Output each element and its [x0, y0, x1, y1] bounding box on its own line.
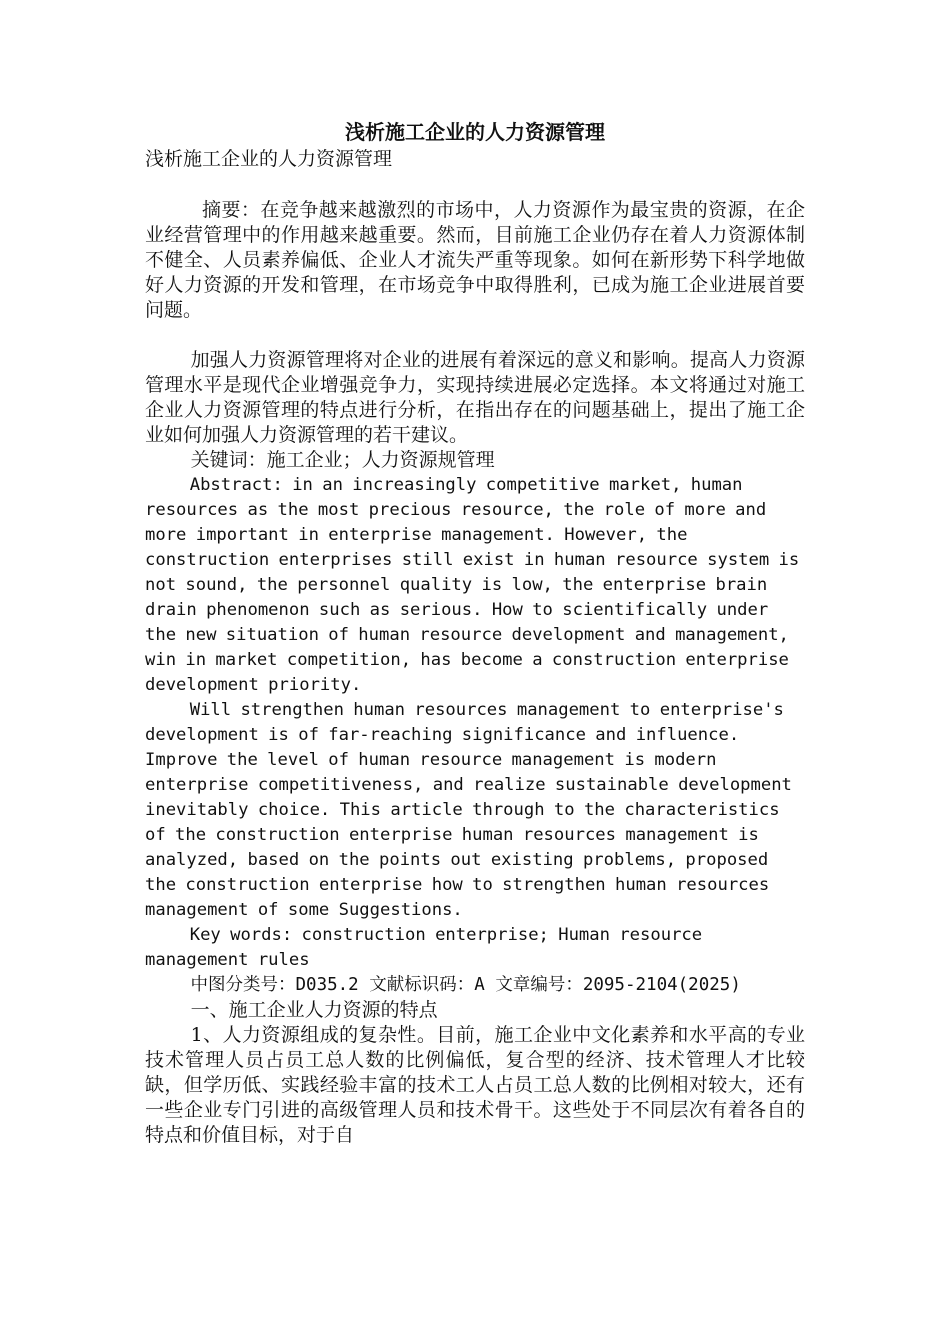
- classification-line: 中图分类号：D035.2 文献标识码：A 文章编号：2095-2104(2025): [190, 975, 741, 995]
- keywords-chinese: 关键词：施工企业；人力资源规管理: [190, 449, 495, 471]
- abstract-chinese: 摘要：在竞争越来越激烈的市场中，人力资源作为最宝贵的资源，在企业经营管理中的作用越来越重要。然而，目前施工企业仍存在着人力资源体制不健全、人员素养偏低、企业人才流失严重等现象。如何在新形势下科学地做好人力资源的开发和管理，在市场竞争中取得胜利，已成为施工企业进展首要问题。: [145, 199, 805, 321]
- keywords-english: Key words: construction enterprise; Human resource management rules: [145, 925, 703, 970]
- document-title: 浅析施工企业的人力资源管理: [345, 120, 605, 144]
- document-page: [145, 118, 805, 1148]
- abstract-english: Abstract: in an increasingly competitive market, human resources as the most precious resource, the role of more and more important in enterprise management. However, the construction enterprises still exist in human resource system is not sound, the personnel quality is low, the enterprise brain drain phenomenon such as serious. How to scientifically under the new situation of human resource development and management, win in market competition, has become a construction enterprise development priority.: [145, 475, 800, 695]
- section-heading: 一、施工企业人力资源的特点: [190, 999, 438, 1021]
- section-paragraph: 1、人力资源组成的复杂性。目前，施工企业中文化素养和水平高的专业技术管理人员占员工总人数的比例偏低，复合型的经济、技术管理人才比较缺，但学历低、实践经验丰富的技术工人占员工总人数的比例相对较大，还有一些企业专门引进的高级管理人员和技术骨干。这些处于不同层次有着各自的特点和价值目标，对于自: [145, 1024, 805, 1146]
- intro-chinese: 加强人力资源管理将对企业的进展有着深远的意义和影响。提高人力资源管理水平是现代企业增强竞争力，实现持续进展必定选择。本文将通过对施工企业人力资源管理的特点进行分析，在指出存在的问题基础上，提出了施工企业如何加强人力资源管理的若干建议。: [145, 349, 805, 446]
- intro-english: Will strengthen human resources management to enterprise's development is of far-reaching significance and influence. Improve the level of human resource management is modern enterprise competitiveness, and realize sustainable development inevitably choice. This article through to the characteristics of the construction enterprise human resources management is analyzed, based on the points out existing problems, proposed the construction enterprise how to strengthen human resources management of some Suggestions.: [145, 700, 792, 920]
- document-subtitle: 浅析施工企业的人力资源管理: [145, 148, 393, 170]
